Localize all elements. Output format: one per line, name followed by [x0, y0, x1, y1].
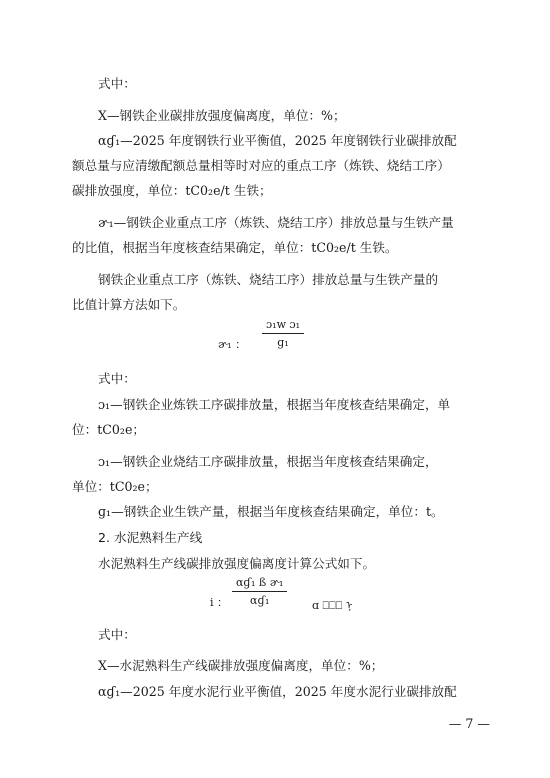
text-line: 单位：tC0₂e；: [72, 479, 158, 494]
text-line: 位：tC0₂e；: [72, 422, 145, 437]
section-heading: 2. 水泥熟料生产线: [98, 530, 203, 545]
text-line: 比值计算方法如下。: [72, 297, 186, 312]
formula-numerator: ɔ₁w ɔ₁: [262, 318, 304, 334]
formula-denominator: αɠ₁: [250, 594, 270, 607]
formula-denominator: ɡ₁: [277, 336, 289, 349]
text-line: 碳排放强度，单位：tC0₂e/t 生铁；: [72, 183, 272, 198]
text-line: 式中：: [98, 627, 136, 642]
formula-fraction: [232, 576, 287, 607]
page-number: — 7 —: [448, 716, 490, 731]
text-line: X—钢铁企业碳排放强度偏离度，单位：%；: [98, 108, 346, 123]
formula-numerator: αɠ₁ ß ɚ₁: [232, 576, 287, 592]
text-line: ɔ₁—钢铁企业炼铁工序碳排放量，根据当年度核查结果确定，单: [98, 397, 451, 412]
formula-lhs: i ：: [210, 596, 229, 609]
text-line: αɠ₁—2025 年度钢铁行业平衡值，2025 年度钢铁行业碳排放配: [98, 133, 457, 148]
formula-fraction: [262, 318, 304, 349]
text-line: ɚ₁—钢铁企业重点工序（炼铁、烧结工序）排放总量与生铁产量: [98, 215, 454, 230]
text-line: X—水泥熟料生产线碳排放强度偏离度，单位：%；: [98, 658, 384, 673]
text-line: 式中：: [98, 76, 136, 91]
formula-lhs: ɚ₁ ：: [218, 338, 247, 351]
text-line: 额总量与应清缴配额总量相等时对应的重点工序（炼铁、烧结工序）: [72, 158, 450, 173]
text-line: 水泥熟料生产线碳排放强度偏离度计算公式如下。: [98, 556, 376, 571]
text-line: 的比值，根据当年度核查结果确定，单位：tC0₂e/t 生铁。: [72, 240, 398, 255]
text-line: 钢铁企业重点工序（炼铁、烧结工序）排放总量与生铁产量的: [98, 272, 439, 287]
formula-suffix: ɑ ⎕⎕⎕ ᠨ: [312, 599, 353, 612]
text-line: 式中：: [98, 371, 136, 386]
text-line: αɠ₁—2025 年度水泥行业平衡值，2025 年度水泥行业碳排放配: [98, 684, 457, 699]
text-line: ɡ₁—钢铁企业生铁产量，根据当年度核查结果确定，单位：t。: [98, 504, 444, 519]
text-line: ɔ₁—钢铁企业烧结工序碳排放量，根据当年度核查结果确定，: [98, 454, 438, 469]
